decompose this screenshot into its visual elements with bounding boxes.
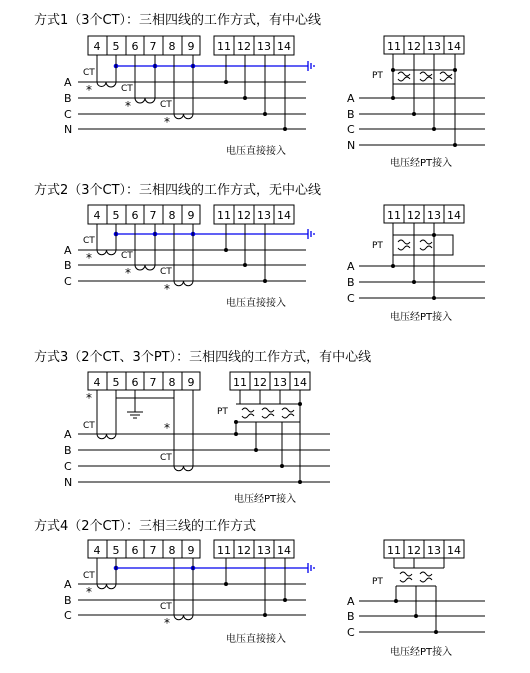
section-2-title: 方式2（3个CT）：三相四线的工作方式，无中心线 [34,183,322,198]
s1-pt-diagram [347,36,485,169]
s2-phase-a: A [64,244,72,257]
s2-terminal-block-right [214,205,294,224]
s3-ct-a-label: CT [83,421,95,431]
s4-pt-phase-a: A [347,595,355,608]
s4-blue-bus [114,563,314,573]
s1-phase-a: A [64,76,72,89]
s1-pt-terminal-13: 13 [427,40,441,53]
s3-terminal-8: 8 [168,376,176,389]
s1-terminal-13: 13 [257,40,271,53]
s1-terminal-12: 12 [237,40,251,53]
s4-voltage-taps [224,558,287,617]
section-4-title: 方式4（2个CT）：三相三线的工作方式 [34,519,257,534]
s1-ct-a [83,55,116,97]
s4-pt-label: PT [372,577,383,587]
s4-terminal-4: 4 [93,544,101,557]
s2-pt-terminal-11: 11 [387,209,401,222]
s3-ct-a-star: * [86,391,92,405]
s2-phase-lines [64,244,306,288]
s3-terminal-13: 13 [273,376,287,389]
s4-pt-diagram [347,540,485,658]
s2-pt-label: PT [372,241,383,251]
s1-phase-c: C [64,108,72,121]
s4-terminal-7: 7 [149,544,157,557]
s2-pt-caption: 电压经PT接入 [390,312,453,323]
s2-ct-c-star: * [164,282,170,296]
s1-pt-phase-n: N [347,139,356,152]
s4-terminal-block-left [88,540,200,558]
section-3-title: 方式3（2个CT、3个PT）：三相四线的工作方式，有中心线 [34,350,372,365]
s1-pt-phase-a: A [347,92,355,105]
s3-phase-c: C [64,460,72,473]
s2-terminal-4: 4 [93,209,101,222]
s3-phase-n: N [64,476,73,489]
s2-terminal-7: 7 [149,209,157,222]
s3-terminal-9: 9 [187,376,195,389]
s2-pt-diagram [347,205,485,323]
s1-ct-b-star: * [125,99,131,113]
s2-terminal-6: 6 [131,209,139,222]
s2-pt-terminal-14: 14 [447,209,461,222]
s2-ct-b [121,224,155,280]
s4-terminal-12: 12 [237,544,251,557]
s4-ct-a [83,558,116,599]
s1-phase-b: B [64,92,72,105]
s1-terminal-block-right [214,36,294,55]
s4-ct-a-label: CT [83,571,95,581]
s4-terminal-9: 9 [187,544,195,557]
s3-terminal-6: 6 [131,376,139,389]
s1-caption: 电压直接接入 [226,146,286,157]
s2-blue-bus [114,229,314,239]
s1-pt-label: PT [372,71,383,81]
s2-terminal-14: 14 [277,209,291,222]
s3-pt-bank [217,390,302,484]
s3-terminal-12: 12 [253,376,267,389]
s1-terminal-6: 6 [131,40,139,53]
s1-blue-bus [114,61,314,71]
s1-terminal-4: 4 [93,40,101,53]
s1-terminal-9: 9 [187,40,195,53]
s1-ct-a-label: CT [83,68,95,78]
section-1-title: 方式1（3个CT）：三相四线的工作方式，有中心线 [34,13,322,28]
s1-phase-n: N [64,123,73,136]
s3-terminal-4: 4 [93,376,101,389]
s3-terminal-11: 11 [233,376,247,389]
s1-terminal-7: 7 [149,40,157,53]
s2-pt-phase-b: B [347,276,355,289]
s4-phase-b: B [64,594,72,607]
s3-terminal-14: 14 [293,376,307,389]
s2-phase-c: C [64,275,72,288]
s4-ct-a-star: * [86,585,92,599]
s1-terminal-14: 14 [277,40,291,53]
s4-ct-c-star: * [164,616,170,630]
s4-phase-lines [64,578,306,622]
s4-pt-caption: 电压经PT接入 [390,647,453,658]
s1-ct-c-star: * [164,115,170,129]
s4-pt-terminal-14: 14 [447,544,461,557]
s3-ct-wiring [83,390,193,471]
s4-ct-c [160,558,193,630]
s2-caption: 电压直接接入 [226,298,286,309]
s2-terminal-9: 9 [187,209,195,222]
s3-phase-a: A [64,428,72,441]
s2-terminal-8: 8 [168,209,176,222]
s1-pt-terminal-14: 14 [447,40,461,53]
s1-ct-c-label: CT [160,100,172,110]
s4-terminal-block-right [214,540,294,558]
s1-ct-a-star: * [86,83,92,97]
s4-pt-terminal-11: 11 [387,544,401,557]
s4-pt-terminal-13: 13 [427,544,441,557]
s4-terminal-5: 5 [112,544,120,557]
s4-pt-phase-b: B [347,610,355,623]
s4-pt-phase-c: C [347,626,355,639]
s2-ct-a-label: CT [83,236,95,246]
s4-terminal-13: 13 [257,544,271,557]
section-3 [34,349,371,505]
s4-terminal-14: 14 [277,544,291,557]
s2-phase-b: B [64,259,72,272]
section-1 [34,12,485,169]
s1-pt-caption: 电压经PT接入 [390,158,453,169]
s2-terminal-block-left [88,205,200,224]
s4-terminal-8: 8 [168,544,176,557]
s3-terminal-block-left [88,372,200,390]
s2-terminal-13: 13 [257,209,271,222]
s3-pt-label: PT [217,407,228,417]
s3-caption: 电压经PT接入 [234,494,297,505]
s4-phase-c: C [64,609,72,622]
s2-pt-terminal-13: 13 [427,209,441,222]
s4-pt-terminal-12: 12 [407,544,421,557]
s3-ct-c-label: CT [160,453,172,463]
s2-ct-a [83,224,116,265]
s2-pt-terminal-12: 12 [407,209,421,222]
s2-terminal-5: 5 [112,209,120,222]
s2-ct-b-star: * [125,266,131,280]
s1-terminal-block-left [88,36,200,55]
s3-phase-b: B [64,444,72,457]
s3-phase-lines [64,428,330,489]
s2-ct-a-star: * [86,251,92,265]
s1-pt-terminal-11: 11 [387,40,401,53]
s2-voltage-taps [224,224,267,283]
s2-ct-c-label: CT [160,267,172,277]
s3-terminal-5: 5 [112,376,120,389]
section-4 [34,518,485,658]
s2-pt-phase-c: C [347,292,355,305]
s2-terminal-11: 11 [217,209,231,222]
s3-ct-c-star: * [164,421,170,435]
s4-terminal-11: 11 [217,544,231,557]
s3-terminal-block-right [230,372,310,390]
s1-pt-terminal-12: 12 [407,40,421,53]
s2-pt-phase-a: A [347,260,355,273]
s1-terminal-5: 5 [112,40,120,53]
s4-ct-c-label: CT [160,602,172,612]
s1-pt-phase-b: B [347,108,355,121]
section-2 [34,182,485,323]
s2-terminal-12: 12 [237,209,251,222]
s4-terminal-6: 6 [131,544,139,557]
s1-pt-phase-c: C [347,123,355,136]
s4-phase-a: A [64,578,72,591]
s1-terminal-8: 8 [168,40,176,53]
s1-ct-b-label: CT [121,84,133,94]
s1-phase-lines [64,76,306,136]
s4-caption: 电压直接接入 [226,634,286,645]
s2-ct-c [160,224,193,296]
s3-terminal-7: 7 [149,376,157,389]
s1-terminal-11: 11 [217,40,231,53]
s2-ct-b-label: CT [121,251,133,261]
s1-ct-b [121,55,155,113]
